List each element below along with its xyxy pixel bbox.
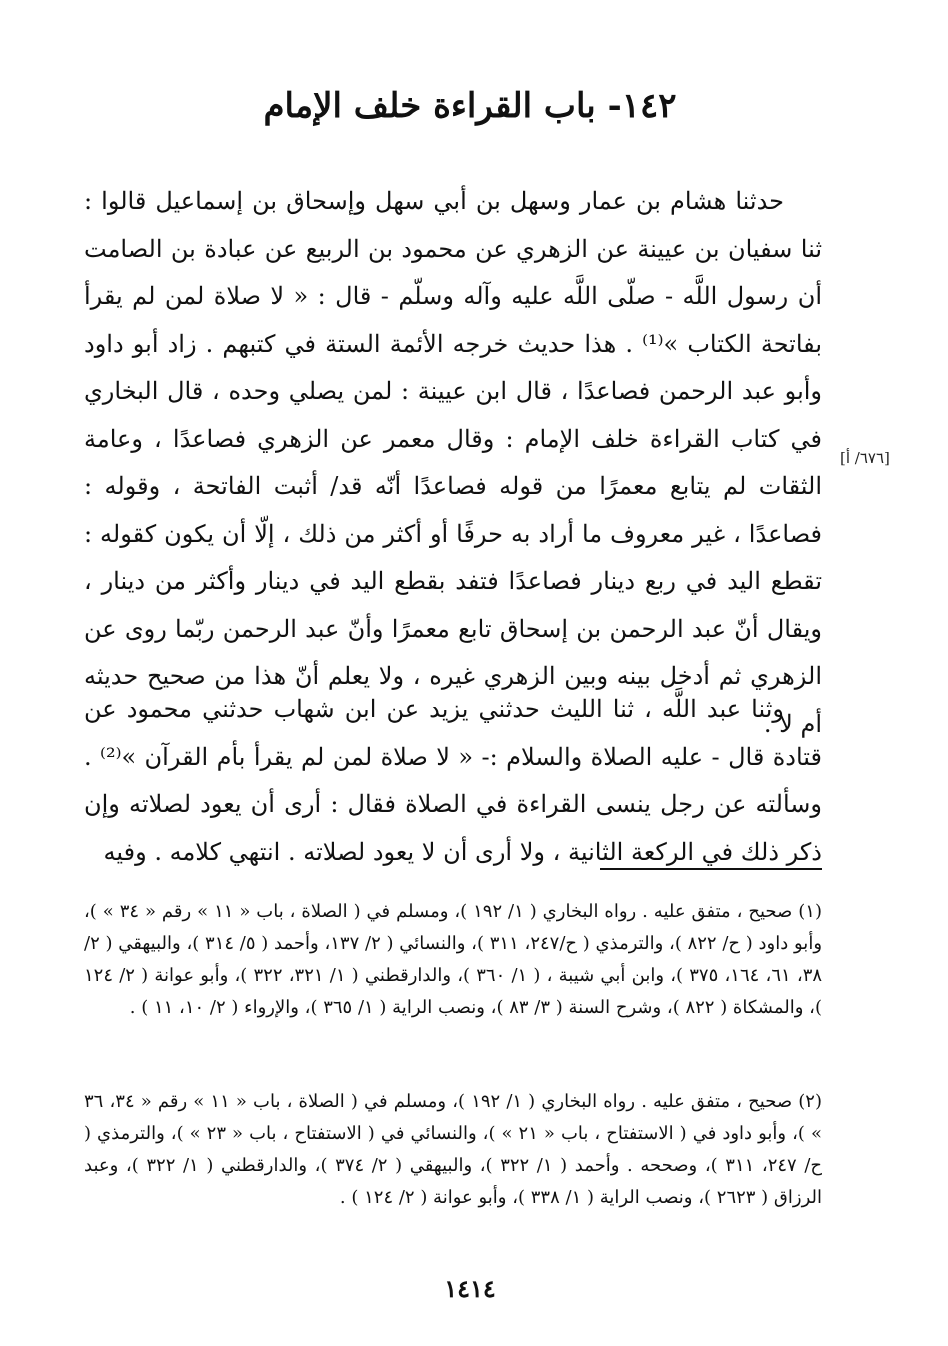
manuscript-folio-marker: [٦٧٦/ أ] [840, 449, 890, 467]
body-paragraph-2 [84, 686, 822, 876]
paragraph-text: حدثنا هشام بن عمار وسهل بن أبي سهل وإسحاق بن إسماعيل قالوا : ثنا سفيان بن عيينة عن الزهري عن محمود بن الربيع عن عبادة بن الصامت أن رسول اللَّه - صلّى اللَّه عليه وآله وسلّم - قال : « لا صلاة لمن لم يقرأ بفاتحة الكتاب »⁽¹⁾ . هذا حديث خرجه الأئمة الستة في كتبهم . زاد أبو داود وأبو عبد الرحمن فصاعدًا ، قال ابن عيينة : لمن يصلي وحده ، قال البخاري في كتاب القراءة خلف الإمام : وقال معمر عن الزهري فصاعدًا ، وعامة الثقات لم يتابع معمرًا من قوله فصاعدًا أنّه قد/ أثبت الفاتحة ، وقوله : فصاعدًا ، غير معروف ما أراد به حرفًا أو أكثر من ذلك ، إلّا أن يكون كقوله : تقطع اليد في ربع دينار فصاعدًا فتفد بقطع اليد في دينار وأكثر من دينار ، ويقال أنّ عبد الرحمن بن إسحاق تابع معمرًا وأنّ عبد الرحمن ربّما روى عن الزهري ثم أدخل بينه وبين الزهري غيره ، ولا يعلم أنّ هذا من صحيح حديثه أم لا . [84, 187, 822, 738]
footnote-1: (١) صحيح ، متفق عليه . رواه البخاري ( ١/ ١٩٢ )، ومسلم في ( الصلاة ، باب « ١١ » رقم « ٣٤ » )، وأبو داود ( ح/ ٨٢٢ )، والترمذي ( ح/٢٤٧، ٣١١ )، والنسائي ( ٢/ ١٣٧، وأحمد ( ٥/ ٣١٤ )، والبيهقي ( ٢/ ٣٨، ٦١، ١٦٤، ٣٧٥ )، وابن أبي شيبة ، ( ١/ ٣٦٠ )، والدارقطني ( ١/ ٣٢١، ٣٢٢ )، وأبو عوانة ( ٢/ ١٢٤ )، والمشكاة ( ٨٢٢ )، وشرح السنة ( ٣/ ٨٣ )، ونصب الراية ( ١/ ٣٦٥ )، والإرواء ( ٢/ ١٠، ١١ ) . [84, 901, 823, 1018]
body-paragraph-1 [84, 178, 822, 748]
page-number: ١٤١٤ [444, 1274, 496, 1303]
footnote-2: (٢) صحيح ، متفق عليه . رواه البخاري ( ١/ ١٩٢ )، ومسلم في ( الصلاة ، باب « ١١ » رقم « ٣٤، ٣٦ » )، وأبو داود في ( الاستفتاح ، باب « ٢١ » )، والنسائي في ( الاستفتاح ، باب « ٢٣ » )، والترمذي ( ح/ ٢٤٧، ٣١١ )، وصححه . وأحمد ( ١/ ٣٢٢ )، والبيهقي ( ٢/ ٣٧٤ )، والدارقطني ( ١/ ٣٢٢ )، وعبد الرزاق ( ٢٦٢٣ )، ونصب الراية ( ١/ ٣٣٨ )، وأبو عوانة ( ٢/ ١٢٤ ) . [84, 1091, 823, 1208]
paragraph-text: وثنا عبد اللَّه ، ثنا الليث حدثني يزيد عن ابن شهاب حدثني محمود عن قتادة قال - عليه الصلاة والسلام :- « لا صلاة لمن لم يقرأ بأم القرآن »⁽²⁾ . وسألته عن رجل ينسى القراءة في الصلاة فقال : أرى أن يعود لصلاته وإن ذكر ذلك في الركعة الثانية ، ولا أرى أن لا يعود لصلاته . انتهي كلامه . وفيه [84, 695, 822, 866]
footnote-separator [600, 868, 822, 870]
chapter-title: ١٤٢- باب القراءة خلف الإمام [263, 86, 677, 126]
